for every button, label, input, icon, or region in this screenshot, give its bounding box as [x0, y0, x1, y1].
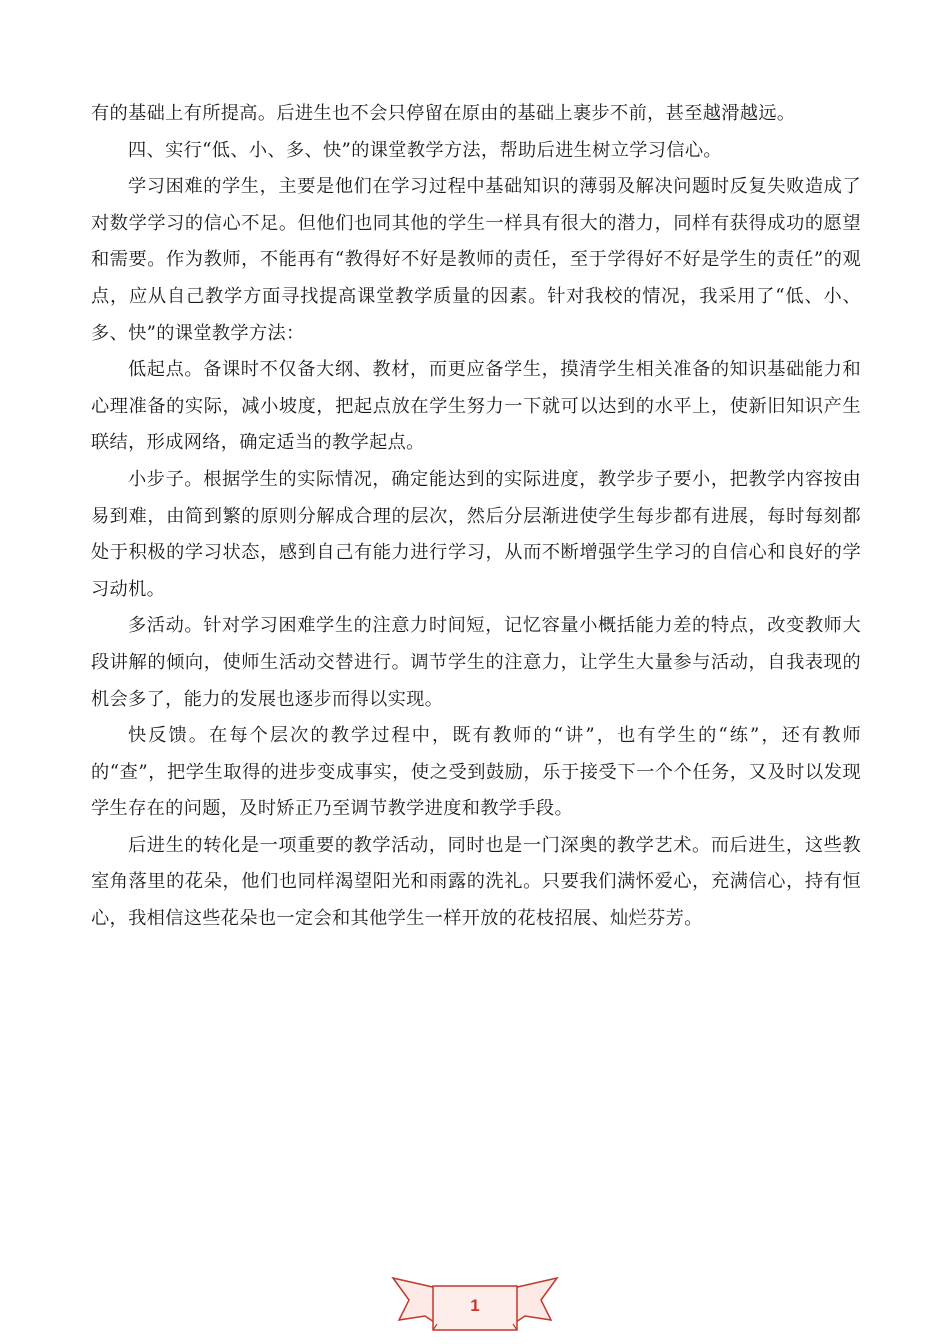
page-number: 1 [470, 1296, 480, 1315]
paragraph-8: 后进生的转化是一项重要的教学活动，同时也是一门深奥的教学艺术。而后进生，这些教室角落里的花朵，他们也同样渴望阳光和雨露的洗礼。只要我们满怀爱心，充满信心，持有恒心，我相信这些花朵也一定会和其他学生一样开放的花枝招展、灿烂芬芳。 [91, 834, 861, 930]
paragraph-6: 多活动。针对学习困难学生的注意力时间短，记忆容量小概括能力差的特点，改变教师大段讲解的倾向，使师生活动交替进行。调节学生的注意力，让学生大量参与活动，自我表现的机会多了，能力的发展也逐步而得以实现。 [91, 615, 861, 710]
paragraph-3: 学习困难的学生，主要是他们在学习过程中基础知识的薄弱及解决问题时反复失败造成了对数学学习的信心不足。但他们也同其他的学生一样具有很大的潜力，同样有获得成功的愿望和需要。作为教师，不能再有“教得好不好是教师的责任，至于学得好不好是学生的责任”的观点，应从自己教学方面寻找提高课堂教学质量的因素。针对我校的情况，我采用了“低、小、多、快”的课堂教学方法： [91, 176, 861, 344]
paragraph-7: 快反馈。在每个层次的教学过程中，既有教师的“讲”，也有学生的“练”，还有教师的“查”，把学生取得的进步变成事实，使之受到鼓励，乐于接受下一个个任务，又及时以发现学生存在的问题，及时矫正乃至调节教学进度和教学手段。 [91, 725, 861, 820]
page-footer [385, 1266, 565, 1344]
paragraph-5: 小步子。根据学生的实际情况，确定能达到的实际进度，教学步子要小，把教学内容按由易到难，由简到繁的原则分解成合理的层次，然后分层渐进使学生每步都有进展，每时每刻都处于积极的学习状态，感到自己有能力进行学习，从而不断增强学生学习的自信心和良好的学习动机。 [91, 468, 861, 600]
paragraph-4: 低起点。备课时不仅备大纲、教材，而更应备学生，摸清学生相关准备的知识基础能力和心理准备的实际，减小坡度，把起点放在学生努力一下就可以达到的水平上，使新旧知识产生联结，形成网络，确定适当的教学起点。 [91, 359, 861, 454]
document-body [91, 96, 861, 938]
paragraph-2: 四、实行“低、小、多、快”的课堂教学方法，帮助后进生树立学习信心。 [128, 139, 722, 161]
paragraph-1: 有的基础上有所提高。后进生也不会只停留在原由的基础上裹步不前，甚至越滑越远。 [91, 103, 796, 124]
